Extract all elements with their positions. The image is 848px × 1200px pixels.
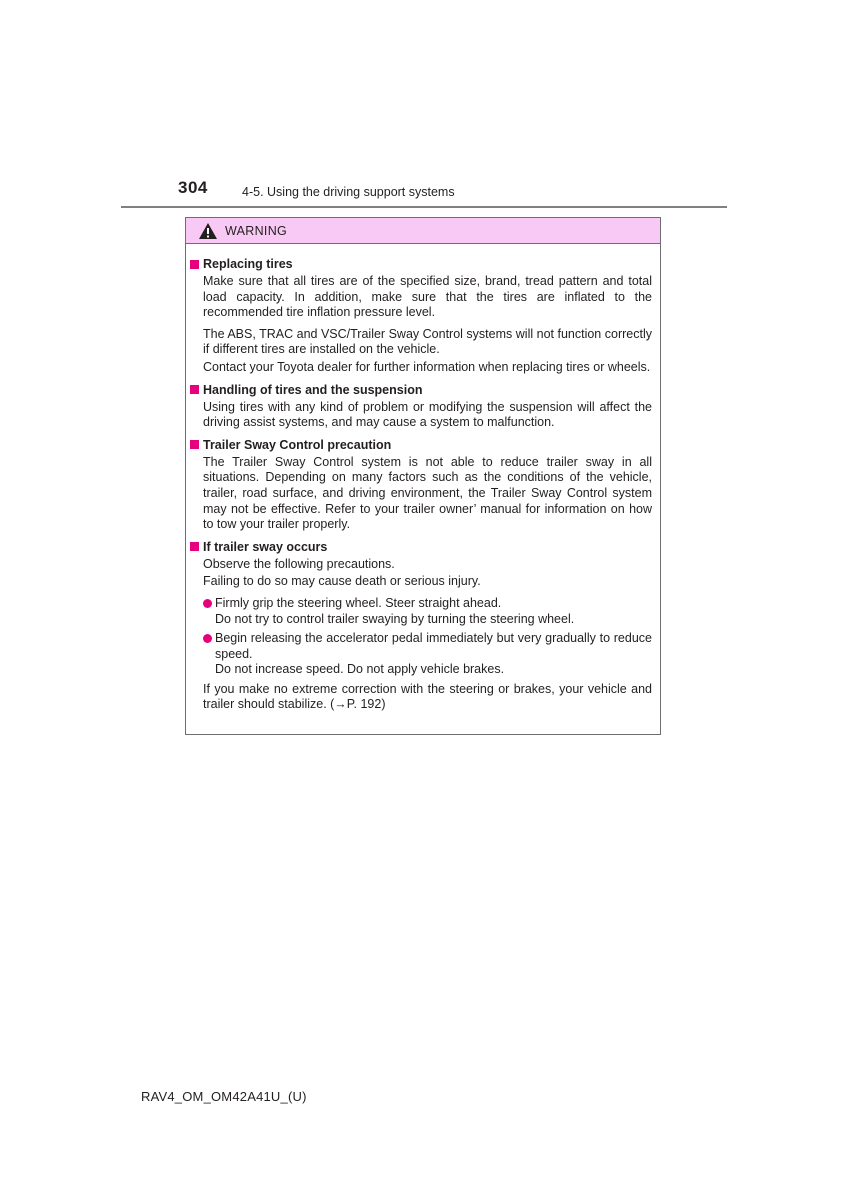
paragraph: Failing to do so may cause death or serious injury. [203,574,481,589]
paragraph: The Trailer Sway Control system is not able to reduce trailer sway in all situations. Depending on many factors such as the conditions of the vehicle, trailer, road surface, and driving environment, the Trailer Sway Control system may not be effective. Refer to your trailer owner’ manual for information on how to tow your trailer properly. [203,454,652,532]
document-code: RAV4_OM_OM42A41U_(U) [141,1089,307,1104]
circle-bullet-icon [203,634,212,643]
section-heading-text: Trailer Sway Control precaution [203,437,392,452]
section-heading-text: Handling of tires and the suspension [203,382,423,397]
section-heading [189,437,652,453]
square-bullet-icon [190,260,199,269]
section-heading [189,256,652,272]
warning-box [185,217,661,735]
section-trailer-sway-precaution [189,437,652,533]
paragraph: Contact your Toyota dealer for further information when replacing tires or wheels. [203,359,651,374]
page-number: 304 [178,178,208,197]
warning-triangle-icon [198,222,218,240]
bullet-line: Do not try to control trailer swaying by turning the steering wheel. [215,611,575,626]
header-rule [121,206,727,208]
warning-header [186,218,660,244]
section-title: 4-5. Using the driving support systems [242,185,455,199]
bullet-line: Do not increase speed. Do not apply vehicle brakes. [215,662,505,677]
section-heading [189,382,652,398]
section-heading-text: Replacing tires [203,257,293,271]
circle-bullet-icon [203,599,212,608]
warning-label: WARNING [225,223,288,238]
bullet-line: Firmly grip the steering wheel. Steer straight ahead. [215,595,502,610]
square-bullet-icon [190,440,199,449]
square-bullet-icon [190,542,199,551]
section-tires-suspension [189,382,652,431]
paragraph: If you make no extreme correction with the steering or brakes, your vehicle and trailer should stabilize. (→P. 192) [203,681,652,712]
section-heading [189,539,652,555]
paragraph: Using tires with any kind of problem or modifying the suspension will affect the driving assist systems, and may cause a system to malfunction. [203,399,652,430]
list-item [203,631,652,678]
paragraph: The ABS, TRAC and VSC/Trailer Sway Control systems will not function correctly if different tires are installed on the vehicle. [203,326,652,357]
paragraph: Observe the following precautions. [203,556,395,571]
section-heading-text: If trailer sway occurs [203,539,328,554]
section-trailer-sway-occurs [189,539,652,713]
square-bullet-icon [190,385,199,394]
list-item [203,596,652,627]
bullet-line: Begin releasing the accelerator pedal immediately but very gradually to reduce speed. [215,631,652,661]
warning-content [186,244,660,713]
paragraph: Make sure that all tires are of the specified size, brand, tread pattern and total load capacity. In addition, make sure that the tires are inflated to the recommended tire inflation pressure level. [203,274,652,320]
section-replacing-tires [189,256,652,376]
